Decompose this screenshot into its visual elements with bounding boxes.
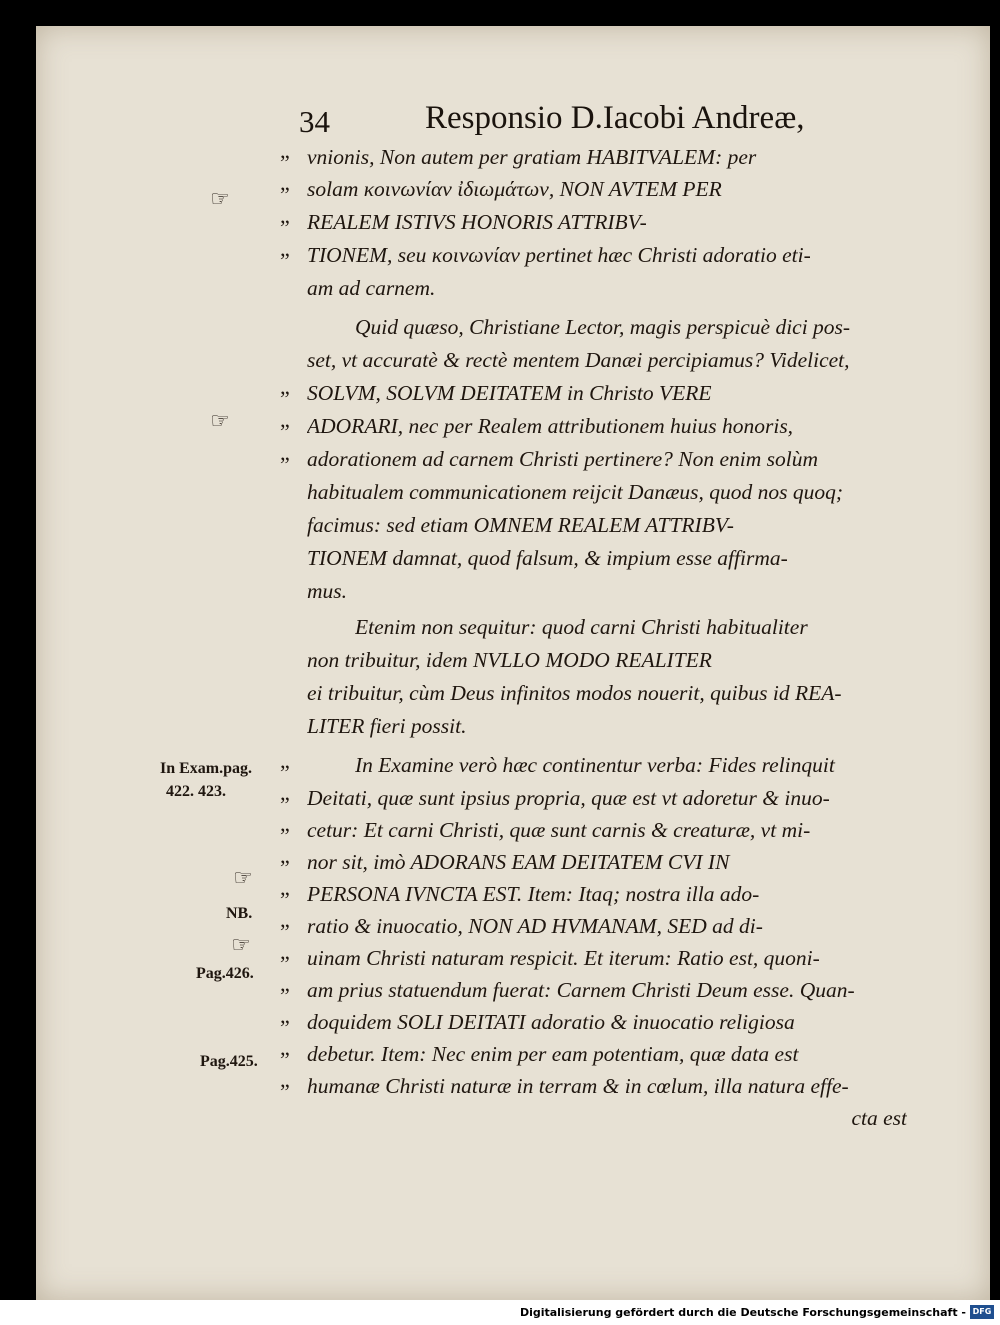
text-line: humanæ Christi naturæ in terram & in cœlum, illa natura effe- <box>307 1074 849 1098</box>
quote-mark: ” <box>280 452 290 477</box>
quote-mark: ” <box>280 150 290 175</box>
text-line: SOLVM, SOLVM DEITATEM in Christo VERE <box>307 381 712 405</box>
text-line: facimus: sed etiam OMNEM REALEM ATTRIBV- <box>307 513 734 537</box>
text-line: vnionis, Non autem per gratiam HABITVALEM: per <box>307 145 757 169</box>
text-line: Deitati, quæ sunt ipsius propria, quæ est vt adoretur & inuo- <box>307 786 830 810</box>
quote-mark: ” <box>280 182 290 207</box>
text-line: ratio & inuocatio, NON AD HVMANAM, SED ad di- <box>307 914 763 938</box>
quote-mark: ” <box>280 1079 290 1104</box>
text-line: Etenim non sequitur: quod carni Christi habitualiter <box>355 615 808 639</box>
text-line: ei tribuitur, cùm Deus infinitos modos nouerit, quibus id REA- <box>307 681 842 705</box>
quote-mark: ” <box>280 792 290 817</box>
text-line: LITER fieri possit. <box>307 714 467 738</box>
quote-mark: ” <box>280 1015 290 1040</box>
footer-credit: Digitalisierung gefördert durch die Deutsche Forschungsgemeinschaft - <box>519 1306 966 1319</box>
text-line: mus. <box>307 579 348 603</box>
quote-mark: ” <box>280 951 290 976</box>
quote-mark: ” <box>280 215 290 240</box>
quote-mark: ” <box>280 823 290 848</box>
page-number: 34 <box>299 104 330 139</box>
margin-note: In Exam.pag. <box>160 760 253 777</box>
quote-mark: ” <box>280 419 290 444</box>
text-line: adorationem ad carnem Christi pertinere? Non enim solùm <box>307 447 818 471</box>
quote-mark: ” <box>280 887 290 912</box>
pointing-hand-icon: ☞ <box>231 932 251 957</box>
text-line: non tribuitur, idem NVLLO MODO REALITER <box>307 648 712 672</box>
quote-mark: ” <box>280 248 290 273</box>
text-line: solam κοινωνίαν ἰδιωμάτων, NON AVTEM PER <box>307 177 722 201</box>
quote-mark: ” <box>280 855 290 880</box>
text-line: habitualem communicationem reijcit Danæus, quod nos quoq; <box>307 480 844 504</box>
running-title: Responsio D.Iacobi Andreæ, <box>425 100 805 136</box>
quote-mark: ” <box>280 983 290 1008</box>
text-line: ADORARI, nec per Realem attributionem huius honoris, <box>307 414 794 438</box>
text-line: TIONEM, seu κοινωνίαν pertinet hæc Christi adoratio eti- <box>307 243 811 267</box>
text-line: cetur: Et carni Christi, quæ sunt carnis & creaturæ, vt mi- <box>307 818 811 842</box>
pointing-hand-icon: ☞ <box>210 408 230 433</box>
text-line: TIONEM damnat, quod falsum, & impium esse affirma- <box>307 546 788 570</box>
quote-mark: ” <box>280 919 290 944</box>
text-line: Quid quæso, Christiane Lector, magis perspicuè dici pos- <box>355 315 851 339</box>
quote-mark: ” <box>280 1047 290 1072</box>
text-line: am ad carnem. <box>307 276 436 300</box>
footer-bar <box>0 1300 1000 1325</box>
margin-note: NB. <box>226 905 253 922</box>
text-line: REALEM ISTIVS HONORIS ATTRIBV- <box>307 210 647 234</box>
text-line: set, vt accuratè & rectè mentem Danæi percipiamus? Videlicet, <box>307 348 850 372</box>
text-line: debetur. Item: Nec enim per eam potentiam, quæ data est <box>307 1042 799 1066</box>
pointing-hand-icon: ☞ <box>210 186 230 211</box>
text-line: nor sit, imò ADORANS EAM DEITATEM CVI IN <box>307 850 730 874</box>
margin-note: 422. 423. <box>166 783 226 800</box>
text-line: doquidem SOLI DEITATI adoratio & inuocatio religiosa <box>307 1010 795 1034</box>
pointing-hand-icon: ☞ <box>233 865 253 890</box>
text-line: uinam Christi naturam respicit. Et iterum: Ratio est, quoni- <box>307 946 820 970</box>
dfg-logo: DFG <box>970 1305 994 1319</box>
text-line: am prius statuendum fuerat: Carnem Christi Deum esse. Quan- <box>307 978 855 1002</box>
quote-mark: ” <box>280 386 290 411</box>
text-line: cta est <box>851 1106 907 1130</box>
margin-note: Pag.425. <box>200 1053 258 1070</box>
text-line: In Examine verò hæc continentur verba: Fides relinquit <box>355 753 835 777</box>
text-line: PERSONA IVNCTA EST. Item: Itaq; nostra illa ado- <box>307 882 760 906</box>
quote-mark: ” <box>280 760 290 785</box>
margin-note: Pag.426. <box>196 965 254 982</box>
